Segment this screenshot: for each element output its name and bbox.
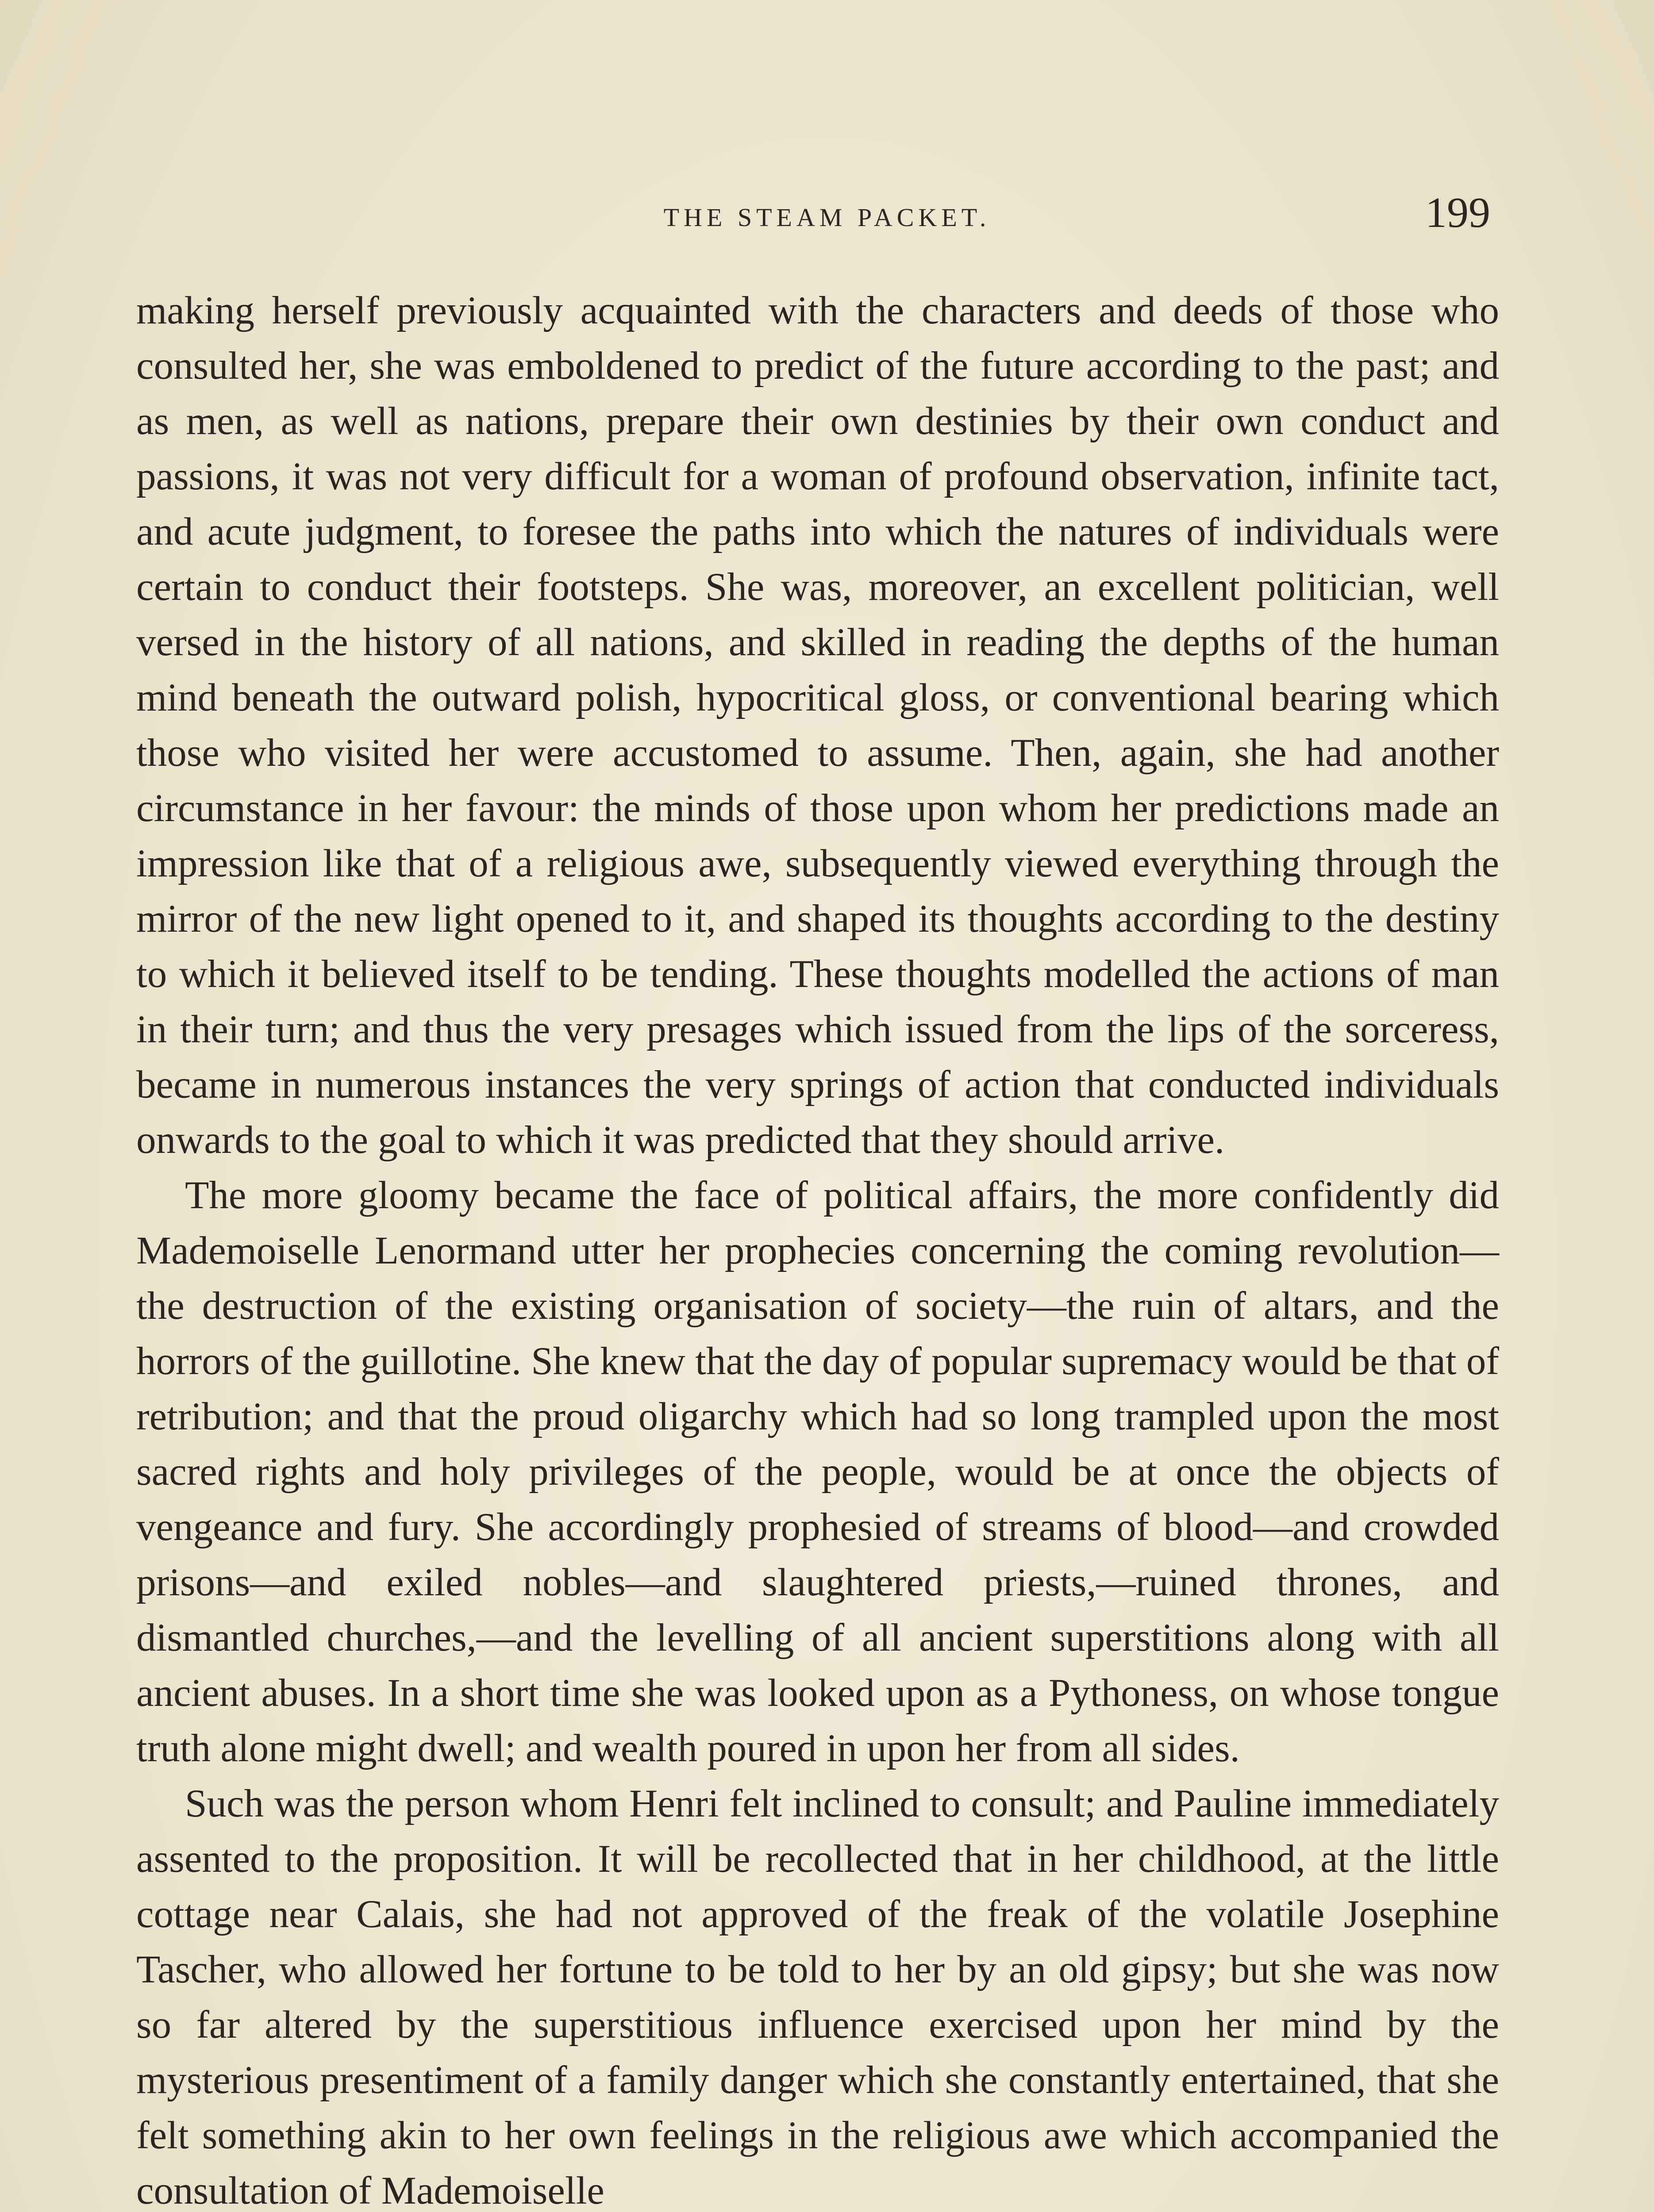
paragraph-3: Such was the person whom Henri felt inclined to consult; and Pauline immediately assented to the proposition. It will be recollected that in her childhood, at the little cottage near Calais, she had not approved of the freak of the volatile Josephine Tascher, who allowed her fortune to be told to her by an old gipsy; but she was now so far altered by the superstitious influence exercised upon her mind by the mysterious presentiment of a family danger which she constantly entertained, that she felt something akin to her own feelings in the religious awe which accompanied the consultation of Mademoiselle [136,1782,1499,2212]
running-title: THE STEAM PACKET. [663,203,991,232]
paragraph-1: making herself previously acquainted with the characters and deeds of those who consulted her, she was emboldened to predict of the future according to the past; and as men, as well as nations, prepare their own destinies by their own conduct and passions, it was not very difficult for a woman of profound observation, infinite tact, and acute judgment, to foresee the paths into which the natures of individuals were certain to conduct their footsteps. She was, moreover, an excellent politician, well versed in the history of all nations, and skilled in reading the depths of the human mind beneath the outward polish, hypocritical gloss, or conventional bearing which those who visited her were accustomed to assume. Then, again, she had another circumstance in her favour: the minds of those upon whom her predictions made an impression like that of a religious awe, subsequently viewed everything through the mirror of the new light opened to it, and shaped its thoughts according to the destiny to which it believed itself to be tending. These thoughts modelled the actions of man in their turn; and thus the very presages which issued from the lips of the sorceress, became in numerous instances the very springs of action that conducted individuals onwards to the goal to which it was predicted that they should arrive. [136,289,1499,1162]
page-number: 199 [1425,189,1490,237]
body-text [136,283,1499,2212]
paragraph-2: The more gloomy became the face of political affairs, the more confidently did Mademoiselle Lenormand utter her prophecies concerning the coming revolution—the destruction of the existing organisation of society—the ruin of altars, and the horrors of the guillotine. She knew that the day of popular supremacy would be that of retribution; and that the proud oligarchy which had so long trampled upon the most sacred rights and holy privileges of the people, would be at once the objects of vengeance and fury. She accordingly prophesied of streams of blood—and crowded prisons—and exiled nobles—and slaughtered priests,—ruined thrones, and dismantled churches,—and the levelling of all ancient superstitions along with all ancient abuses. In a short time she was looked upon as a Pythoness, on whose tongue truth alone might dwell; and wealth poured in upon her from all sides. [136,1174,1499,1770]
